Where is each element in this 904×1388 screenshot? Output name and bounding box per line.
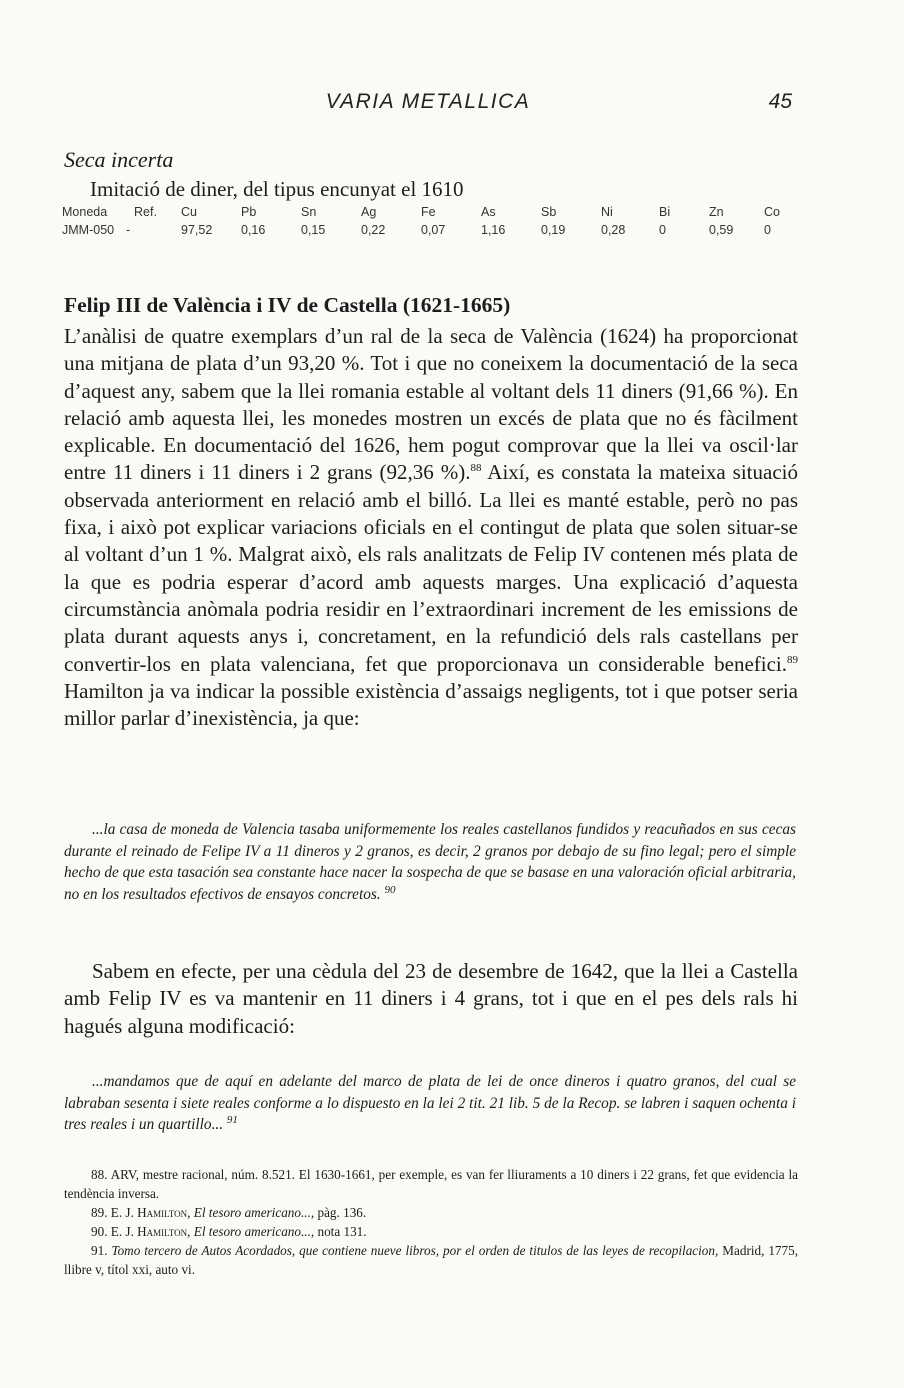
table-header-cell: Moneda — [62, 205, 108, 219]
table-cell: 0 — [659, 223, 666, 237]
footnotes — [64, 1165, 798, 1279]
block-quote-1 — [64, 819, 796, 905]
seca-subheading: Imitació de diner, del tipus encunyat el 1610 — [90, 177, 464, 201]
table-header-cell: Sb — [541, 205, 557, 219]
p1-text-a: L’anàlisi de quatre exemplars d’un ral de la seca de València (1624) ha proporcionat una mitjana de plata d’un 93,20 %. Tot i que no coneixem la documentació de la seca d’aquest any, sabem que la llei romania estable al voltant dels 11 diners (91,66 %). En relació amb aquesta llei, les monedes mostren un excés de plata que no és fàcilment explicable. En documentació del 1626, hem pogut comprovar que la llei va oscil·lar entre 11 diners i 11 diners i 2 grans (92,36 %). — [64, 324, 798, 485]
table-cell: JMM-050 — [62, 223, 115, 237]
quote-1-text: ...la casa de moneda de Valencia tasaba uniformemente los reales castellanos fundidos y reacuñados en sus cecas durante el reinado de Felipe IV a 11 dineros y 2 granos, es decir, 2 granos por debajo de su fino legal; pero el simple hecho de que esta tasación sea constante hace nacer la sospecha de que se basase en una valoración oficial arbitraria, no en los resultados efectivos de ensayos concretos. — [64, 821, 796, 903]
table-cell: 0,28 — [601, 223, 626, 237]
table-cell: 0,07 — [421, 223, 446, 237]
table-cell: 0,15 — [301, 223, 326, 237]
table-header-cell: Zn — [709, 205, 724, 219]
footnote-89 — [64, 1203, 798, 1222]
p1-text-c: Hamilton ja va indicar la possible existència d’assaigs negligents, tot i que potser seria millor parlar d’inexistència, ja que: — [64, 678, 798, 731]
running-title: VARIA METALLICA — [325, 90, 531, 113]
footnote-rest: nota 131. — [317, 1224, 367, 1239]
quote-2-text: ...mandamos que de aquí en adelante del marco de plata de lei de once dineros i quatro granos, del cual se labraban sesenta i siete reales conforme a lo dispuesto en la lei 2 tit. 21 lib. 5 de la Recop. se labren i saquen ochenta i tres reales i un quartillo... — [64, 1073, 796, 1133]
table-row — [62, 221, 792, 239]
footnote-ref-90[interactable]: 90 — [384, 883, 396, 896]
footnote-number: 89. — [91, 1205, 108, 1220]
footnote-rest: Madrid, 1775, llibre v, títol xxi, auto vi. — [64, 1243, 799, 1277]
table-header-row — [62, 203, 792, 221]
footnote-author: E. J. Hamilton, — [110, 1205, 191, 1220]
table-cell: 0,59 — [709, 223, 734, 237]
footnote-rest: pàg. 136. — [317, 1205, 367, 1220]
footnote-ref-91[interactable]: 91 — [226, 1113, 238, 1126]
footnote-author: E. J. Hamilton, — [110, 1224, 191, 1239]
body-paragraph-2: Sabem en efecte, per una cèdula del 23 de desembre de 1642, que la llei a Castella amb Felip IV es va mantenir en 11 diners i 4 grans, tot i que en el pes dels rals hi hagués alguna modificació: — [64, 959, 798, 1038]
footnote-number: 90. — [91, 1224, 108, 1239]
table-cell: 1,16 — [481, 223, 506, 237]
footnote-number: 91. — [91, 1243, 108, 1258]
footnote-88 — [64, 1165, 798, 1203]
table-header-cell: Pb — [241, 205, 257, 219]
analysis-table — [62, 203, 792, 239]
running-head — [0, 90, 904, 120]
table-header-cell: Sn — [301, 205, 317, 219]
table-header-cell: Ni — [601, 205, 613, 219]
footnote-title: Tomo tercero de Autos Acordados, que contiene nueve libros, por el orden de titulos de las leyes de recopilacion, — [111, 1243, 719, 1258]
body-paragraph-1 — [64, 323, 798, 732]
table-header-cell: Ref. — [134, 205, 157, 219]
block-quote-2 — [64, 1071, 796, 1136]
table-header-cell: As — [481, 205, 496, 219]
table-cell: 97,52 — [181, 223, 213, 237]
footnote-title: El tesoro americano..., — [193, 1205, 315, 1220]
seca-heading: Seca incerta — [64, 147, 174, 172]
footnote-ref-89[interactable]: 89 — [787, 653, 798, 666]
footnote-title: El tesoro americano..., — [193, 1224, 315, 1239]
footnote-91 — [64, 1241, 798, 1279]
section-heading: Felip III de València i IV de Castella (1621-1665) — [64, 293, 511, 317]
footnote-90 — [64, 1222, 798, 1241]
footnote-text: ARV, mestre racional, núm. 8.521. El 1630-1661, per exemple, es van fer lliuraments a 10 diners i 22 grans, fet que evidencia la tendència inversa. — [64, 1167, 798, 1201]
table-header-cell: Cu — [181, 205, 197, 219]
table-header-cell: Fe — [421, 205, 436, 219]
table-header-cell: Ag — [361, 205, 377, 219]
table-cell: 0,22 — [361, 223, 386, 237]
footnote-ref-88[interactable]: 88 — [470, 462, 482, 475]
table-cell: - — [126, 223, 131, 237]
table-header-cell: Bi — [659, 205, 671, 219]
table-cell: 0,16 — [241, 223, 266, 237]
table-header-cell: Co — [764, 205, 780, 219]
table-cell: 0,19 — [541, 223, 566, 237]
page-number: 45 — [768, 90, 792, 113]
table-cell: 0 — [764, 223, 771, 237]
footnote-number: 88. — [91, 1167, 108, 1182]
p1-text-b: Així, es constata la mateixa situació observada anteriorment en relació amb el billó. La llei es manté estable, però no pas fixa, i això pot explicar variacions oficials en el contingut de plata que solen situar-se al voltant d’un 1 %. Malgrat això, els rals analitzats de Felip IV contenen més plata de la que es podria esperar d’acord amb aquests marges. Una explicació d’aquesta circumstància anòmala podria residir en l’extraordinari increment de les emissions de plata durant aquests anys i, concretament, en la refundició dels rals castellans per convertir-los en plata valenciana, fet que proporcionava un considerable benefici. — [64, 460, 798, 676]
